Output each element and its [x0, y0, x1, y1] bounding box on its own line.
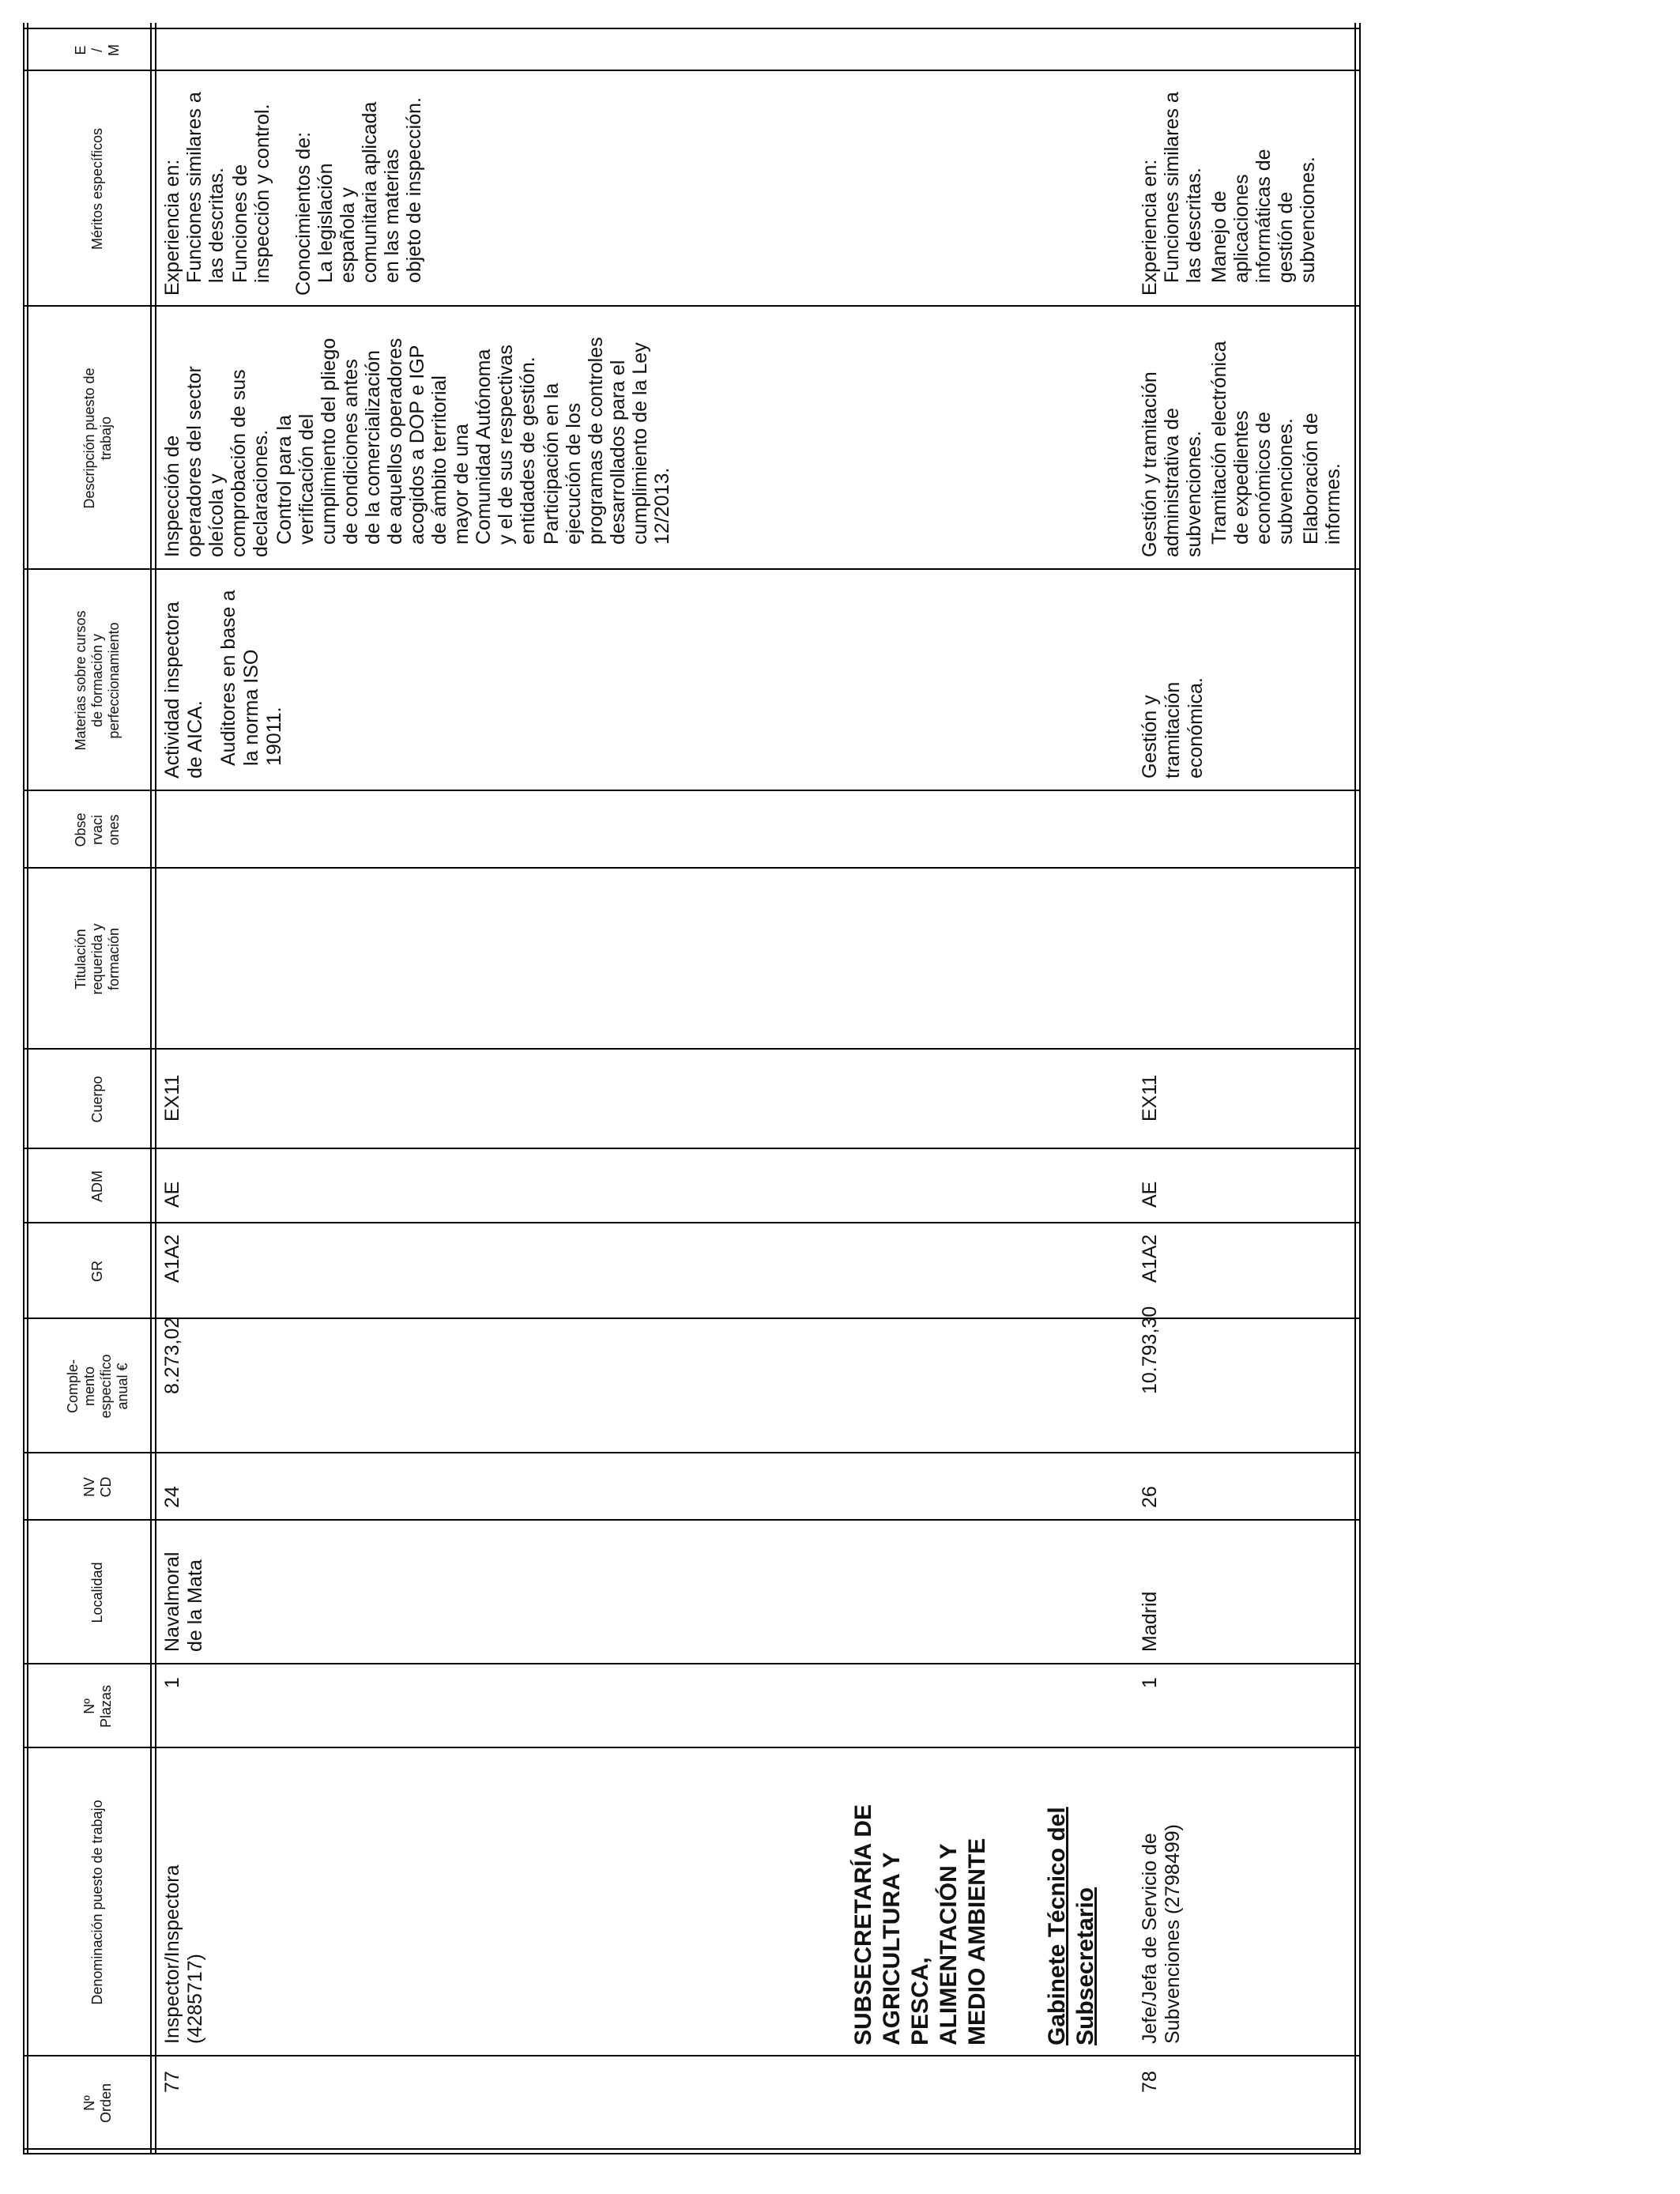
header-localidad: Localidad — [89, 1562, 105, 1623]
table-border-left — [23, 2153, 1361, 2154]
header-titulacion: Titulación requerida y formación — [73, 923, 122, 995]
row78-denominacion — [1139, 1751, 1185, 2044]
section-heading: SUBSECRETARÍA DE AGRICULTURA Y PESCA, ALIMENTACIÓN Y MEDIO AMBIENTE — [850, 1804, 990, 2045]
table-border-top-inner — [27, 23, 28, 2154]
table-edge-bottom-inner — [1359, 23, 1361, 2154]
row77-denominacion-line: (4285717) — [184, 1954, 206, 2044]
column-separator — [23, 1148, 1361, 1149]
header-observaciones: Obse rvaci ones — [73, 812, 122, 847]
row78-complemento: 10.793,30 — [1139, 1306, 1161, 1394]
row77-localidad-line: de la Mata — [184, 1559, 206, 1652]
row77-adm: AE — [161, 1181, 183, 1208]
row77-orden: 77 — [161, 2071, 183, 2093]
table-edge-bottom — [1354, 23, 1356, 2154]
header-complemento: Comple- mento específico anual € — [64, 1354, 130, 1419]
row77-denominacion-line: Inspector/Inspectora — [161, 1864, 183, 2044]
row78-denominacion-line: Subvenciones (2798499) — [1162, 1824, 1184, 2044]
row77-nivel: 24 — [161, 1486, 183, 1508]
row77-cuerpo: EX11 — [161, 1074, 183, 1122]
header-grupo: GR — [89, 1261, 105, 1282]
header-orden: Nº Orden — [81, 2083, 114, 2124]
row77-complemento: 8.273,02 — [161, 1317, 183, 1394]
column-separator — [23, 1452, 1361, 1453]
header-meritos: Méritos específicos — [89, 127, 105, 251]
column-separator — [23, 1048, 1361, 1050]
column-separator — [23, 305, 1361, 307]
row77-localidad — [161, 1525, 207, 1652]
row78-plazas: 1 — [1139, 1677, 1161, 1688]
row78-localidad — [1139, 1525, 1162, 1652]
column-separator — [23, 790, 1361, 791]
header-materias: Materias sobre cursos de formación y perfeccionamiento — [73, 610, 122, 751]
header-cuerpo: Cuerpo — [89, 1076, 105, 1123]
column-separator — [23, 568, 1361, 570]
row78-localidad-line: Madrid — [1139, 1591, 1161, 1652]
table-border-top — [23, 23, 24, 2154]
row78-descripcion: Gestión y tramitación administrativa de subvenciones. Tramitación electrónica de expedientes económicos de subvenciones. Elaboración de informes. — [1139, 341, 1344, 557]
column-separator — [23, 2055, 1361, 2056]
column-separator — [23, 70, 1361, 71]
row77-localidad-line: Navalmoral — [161, 1551, 183, 1652]
header-nivel: NV CD — [81, 1476, 114, 1498]
header-descripcion: Descripción puesto de trabajo — [81, 368, 114, 509]
column-separator — [23, 1663, 1361, 1664]
row78-grupo: A1A2 — [1139, 1234, 1161, 1283]
header-plazas: Nº Plazas — [81, 1684, 114, 1728]
column-separator — [23, 1747, 1361, 1748]
row78-meritos: Experiencia en: Funciones similares a las descritas. Manejo de aplicaciones informáticas de gestión de subvenciones. — [1139, 92, 1319, 296]
row78-materias: Gestión y tramitación económica. — [1139, 677, 1207, 778]
header-divider-inner — [155, 23, 156, 2154]
header-divider — [150, 23, 152, 2154]
column-separator — [23, 1222, 1361, 1223]
row77-descripcion: Inspección de operadores del sector oleícola y comprobación de sus declaraciones. Control para la verificación del cumplimiento del pliego de condiciones antes de la comercialización de aquellos operadores acogidos a DOP e IGP de ámbito territorial mayor de una Comunidad Autónoma y el de sus respectivas entidades de gestión. Participación en la ejecución de los programas de controles desarrollados para el cumplimiento de la Ley 12/2013. — [161, 337, 673, 557]
row77-grupo: A1A2 — [161, 1234, 183, 1283]
header-em: E / M — [73, 44, 122, 56]
subsection-heading: Gabinete Técnico del Subsecretario — [1044, 1807, 1098, 2045]
row77-materias: Actividad inspectora de AICA. Auditores en base a la norma ISO 19011. — [161, 590, 285, 778]
column-separator — [23, 867, 1361, 869]
row78-denominacion-line: Jefe/Jefa de Servicio de — [1139, 1833, 1161, 2044]
table-border-left-inner — [23, 2148, 1361, 2150]
header-denominacion: Denominación puesto de trabajo — [89, 1800, 105, 2005]
row78-orden: 78 — [1139, 2071, 1161, 2093]
header-adm: ADM — [89, 1171, 105, 1202]
row77-denominacion — [161, 1751, 207, 2044]
row77-meritos: Experiencia en: Funciones similares a las descritas. Funciones de inspección y control. Conocimientos de: La legislación española y comunitaria aplicada en las materias objeto de inspección. — [161, 92, 425, 296]
row77-plazas: 1 — [161, 1677, 183, 1688]
row78-cuerpo: EX11 — [1139, 1074, 1161, 1122]
row78-nivel: 26 — [1139, 1486, 1161, 1508]
table-border-right — [23, 28, 1361, 29]
column-separator — [23, 1519, 1361, 1521]
row78-adm: AE — [1139, 1181, 1161, 1208]
